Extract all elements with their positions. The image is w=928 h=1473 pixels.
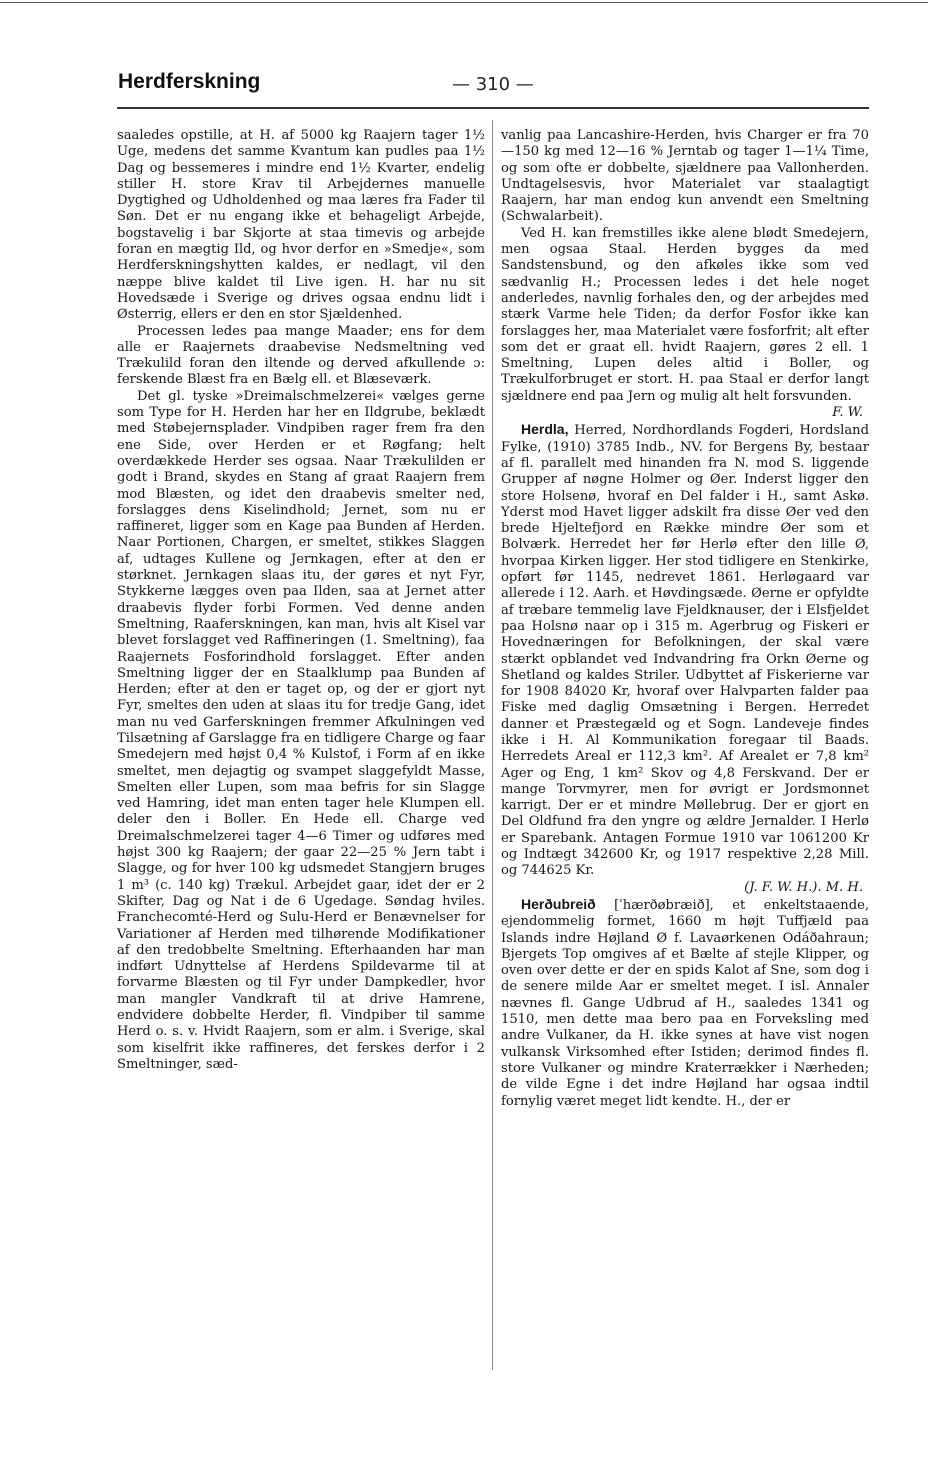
header-rule [117,107,869,109]
running-head: Herdferskning [118,70,261,93]
author-signature: (J. F. W. H.). M. H. [744,879,863,895]
entry-headword: Herdla, [521,421,569,438]
entry-text: [ˈhærðøbræið], et enkeltstaaende, ejendommelig formet, 1660 m højt Tuffjæld paa Islands indre Højland Ø f. Lavaørkenen Odáðahraun; Bjergets Top omgives af et Bælte af stejle Klipper, og oven over dette er der en spids Kalot af Sne, som dog i de senere milde Aar er smeltet meget. I isl. Annaler nævnes fl. Gange Udbrud af H., saaledes 1341 og 1510, men dette maa bero paa en Forveksling med andre Vulkaner, da H. ikke synes at have vist nogen vulkansk Virksomhed efter Istiden; derimod findes fl. store Vulkaner og mindre Kraterrækker i Nærheden; de vilde Egne i det indre Højland har ogsaa indtil fornylig været meget lidt kendte. H., der er [501,897,869,1109]
paragraph [501,226,869,422]
entry-herdubreid [501,896,869,1110]
paragraph: saaledes opstille, at H. af 5000 kg Raajern tager 1½ Uge, medens det samme Kvantum kan pudles paa 1½ Dag og bessemeres i mindre end 1½ Kvarter, endelig stiller H. store Krav til Arbejdernes manuelle Dygtighed og Udholdenhed og maa læres fra Fader til Søn. Det er nu engang ikke et behageligt Arbejde, bogstavelig i bar Skjorte at staa timevis og arbejde foran en mægtig Ild, og hvor derfor en »Smedje«, som Herdferskningshytten kaldes, er nedlagt, vil den næppe blive kaldet til Live igen. H. har nu sit Hovedsæde i Sverige og drives ogsaa endnu lidt i Østerrig, ellers er den en stor Sjældenhed. [117,128,485,323]
paragraph: Det gl. tyske »Dreimalschmelzerei« vælges gerne som Type for H. Herden har her en Ildgrube, beklædt med Støbejernsplader. Vindpiben rager frem fra den ene Side, over Herden er et Røgfang; helt overdækkede Herder ses ogsaa. Naar Trækulilden er godt i Brand, skydes en Stang af graat Raajern frem mod Blæsten, og idet den draabevis smelter ned, forslagges dens Kiselindhold; Jernet, som nu er raffineret, ligger som en Kage paa Bunden af Herden. Naar Portionen, Chargen, er smeltet, stikkes Slaggen af, udtages Kullene og Jernkagen, efter at den er størknet. Jernkagen slaas itu, der gøres et nyt Fyr, Stykkerne lægges oven paa Ilden, saa at Jernet atter draabevis flyder forbi Formen. Ved denne anden Smeltning, Raaferskningen, kan man, hvis alt Kisel var blevet forslagget ved Raffineringen (1. Smeltning), faa Raajernets Fosforindhold forslagget. Efter anden Smeltning ligger der en Staalklump paa Bunden af Herden; efter at den er taget op, og der er gjort nyt Fyr, smeltes den uden at slaas itu for tredje Gang, idet man nu ved Garferskningen fremmer Afkulningen ved Tilsætning af Garslagge fra en tidligere Charge og faar Smedejern med højst 0,4 % Kulstof, i Form af en ikke smeltet, men dejagtig og svampet slaggefyldt Masse, Smelten eller Lupen, som maa befris for sin Slagge ved Hamring, idet man enten tager hele Klumpen ell. deler den i Boller. En Hede ell. Charge ved Dreimalschmelzerei tager 4—6 Timer og udføres med højst 300 kg Raajern; der gaar 22—25 % Jern tabt i Slagge, og for hver 100 kg udsmedet Stangjern bruges 1 m³ (c. 140 kg) Trækul. Arbejdet gaar, idet der er 2 Skifter, Dag og Nat i de 6 Ugedage. Søndag hviles. Franchecomté-Herd og Sulu-Herd er Benævnelser for Variationer af Herden med tilhørende Modifikationer af den tredobbelte Smeltning. Efterhaanden har man indført Udnyttelse af Herdens Spildevarme til at forvarme Blæsten og til Fyr under Dampkedler, hvor man mangler Vandkraft til at drive Hamrene, endvidere dobbelte Herder, fl. Vindpiber til samme Herd o. s. v. Hvidt Raajern, som er alm. i Sverige, skal som kiselfrit ikke raffineres, det ferskes derfor i 2 Smeltninger, sæd- [117,388,485,1072]
paragraph: vanlig paa Lancashire-Herden, hvis Charger er fra 70—150 kg med 12—16 % Jerntab og tager 1—1¼ Time, og som ofte er dobbelte, sjældnere paa Vallonherden. Undtagelsesvis, hvor Materialet var staalagtigt Raajern, har man endog kun anvendt een Smeltning (Schwalarbeit). [501,128,869,225]
paragraph: Processen ledes paa mange Maader; ens for dem alle er Raajernets draabevise Nedsmeltning ved Trækulild foran den iltende og derved afkullende ɔ: ferskende Blæst fra en Bælg ell. et Blæseværk. [117,323,485,388]
author-signature: F. W. [832,405,863,421]
page-number: — 310 — [452,74,534,95]
entry-herdla [501,421,869,896]
entry-text: Herred, Nordhordlands Fogderi, Hordsland Fylke, (1910) 3785 Indb., NV. for Bergens By, bestaar af fl. parallelt med hinanden fra N. mod S. liggende Grupper af nøgne Holmer og Øer. Inderst ligger den store Holsenø, hvoraf en Del falder i H., samt Askø. Yderst mod Havet ligger adskilt fra disse Øer ved den brede Hjeltefjord en Række mindre Øer som et Bolværk. Herredet her før Herlø efter den lille Ø, hvorpaa Kirken ligger. Her stod tidligere en Stenkirke, opført før 1145, nedrevet 1861. Herløgaard var allerede i 12. Aarh. et Høvdingsæde. Øerne er opfyldte af træbare temmelig lave Fjeldknauser, der i Elsfjeldet paa Holsnø naar op i 315 m. Agerbrug og Fiskeri er Hovednæringen for Befolkningen, der skal være stærkt opblandet ved Indvandring fra Orkn Øerne og Shetland og kaldes Striler. Udbyttet af Fiskerierne var for 1908 84020 Kr, hvoraf over Halvparten falder paa Fiske med daglig Omsætning i Bergen. Herredet danner et Præstegæld og et Sogn. Landeveje findes ikke i H. Al Kommunikation foregaar til Baads. Herredets Areal er 112,3 km². Af Arealet er 7,8 km² Ager og Eng, 1 km² Skov og 4,8 Ferskvand. Der er mange Torvmyrer, men for øvrigt er Jordsmonnet karrigt. Der er et mindre Møllebrug. Der er gjort en Del Oldfund fra den yngre og ældre Jernalder. I Herlø er Sparebank. Antagen Formue 1910 var 1061200 Kr og Indtægt 342600 Kr, og 1917 respektive 2,28 Mill. og 744625 Kr. [501,423,869,879]
right-column [501,128,869,1110]
entry-headword: Herðubreið [521,895,596,912]
paragraph-text: Ved H. kan fremstilles ikke alene blødt Smedejern, men ogsaa Staal. Herden bygges da med Sandstensbund, og den afkøles ikke som ved sædvanlig H.; Processen ledes i det hele noget anderledes, navnlig forhales den, og der arbejdes med stærk Varme hele Tiden; da derfor Fosfor ikke kan forslagges her, maa Materialet være fosforfrit; alt efter som det er graat ell. hvidt Raajern, gøres 2 ell. 1 Smeltning, Lupen deles altid i Boller, og Trækulforbruget er stort. H. paa Staal er derfor langt sjældnere end paa Jern og mulig alt helt forsvunden. [501,225,869,404]
left-column [117,128,485,1073]
scan-top-edge [0,2,928,3]
column-divider [492,120,493,1370]
